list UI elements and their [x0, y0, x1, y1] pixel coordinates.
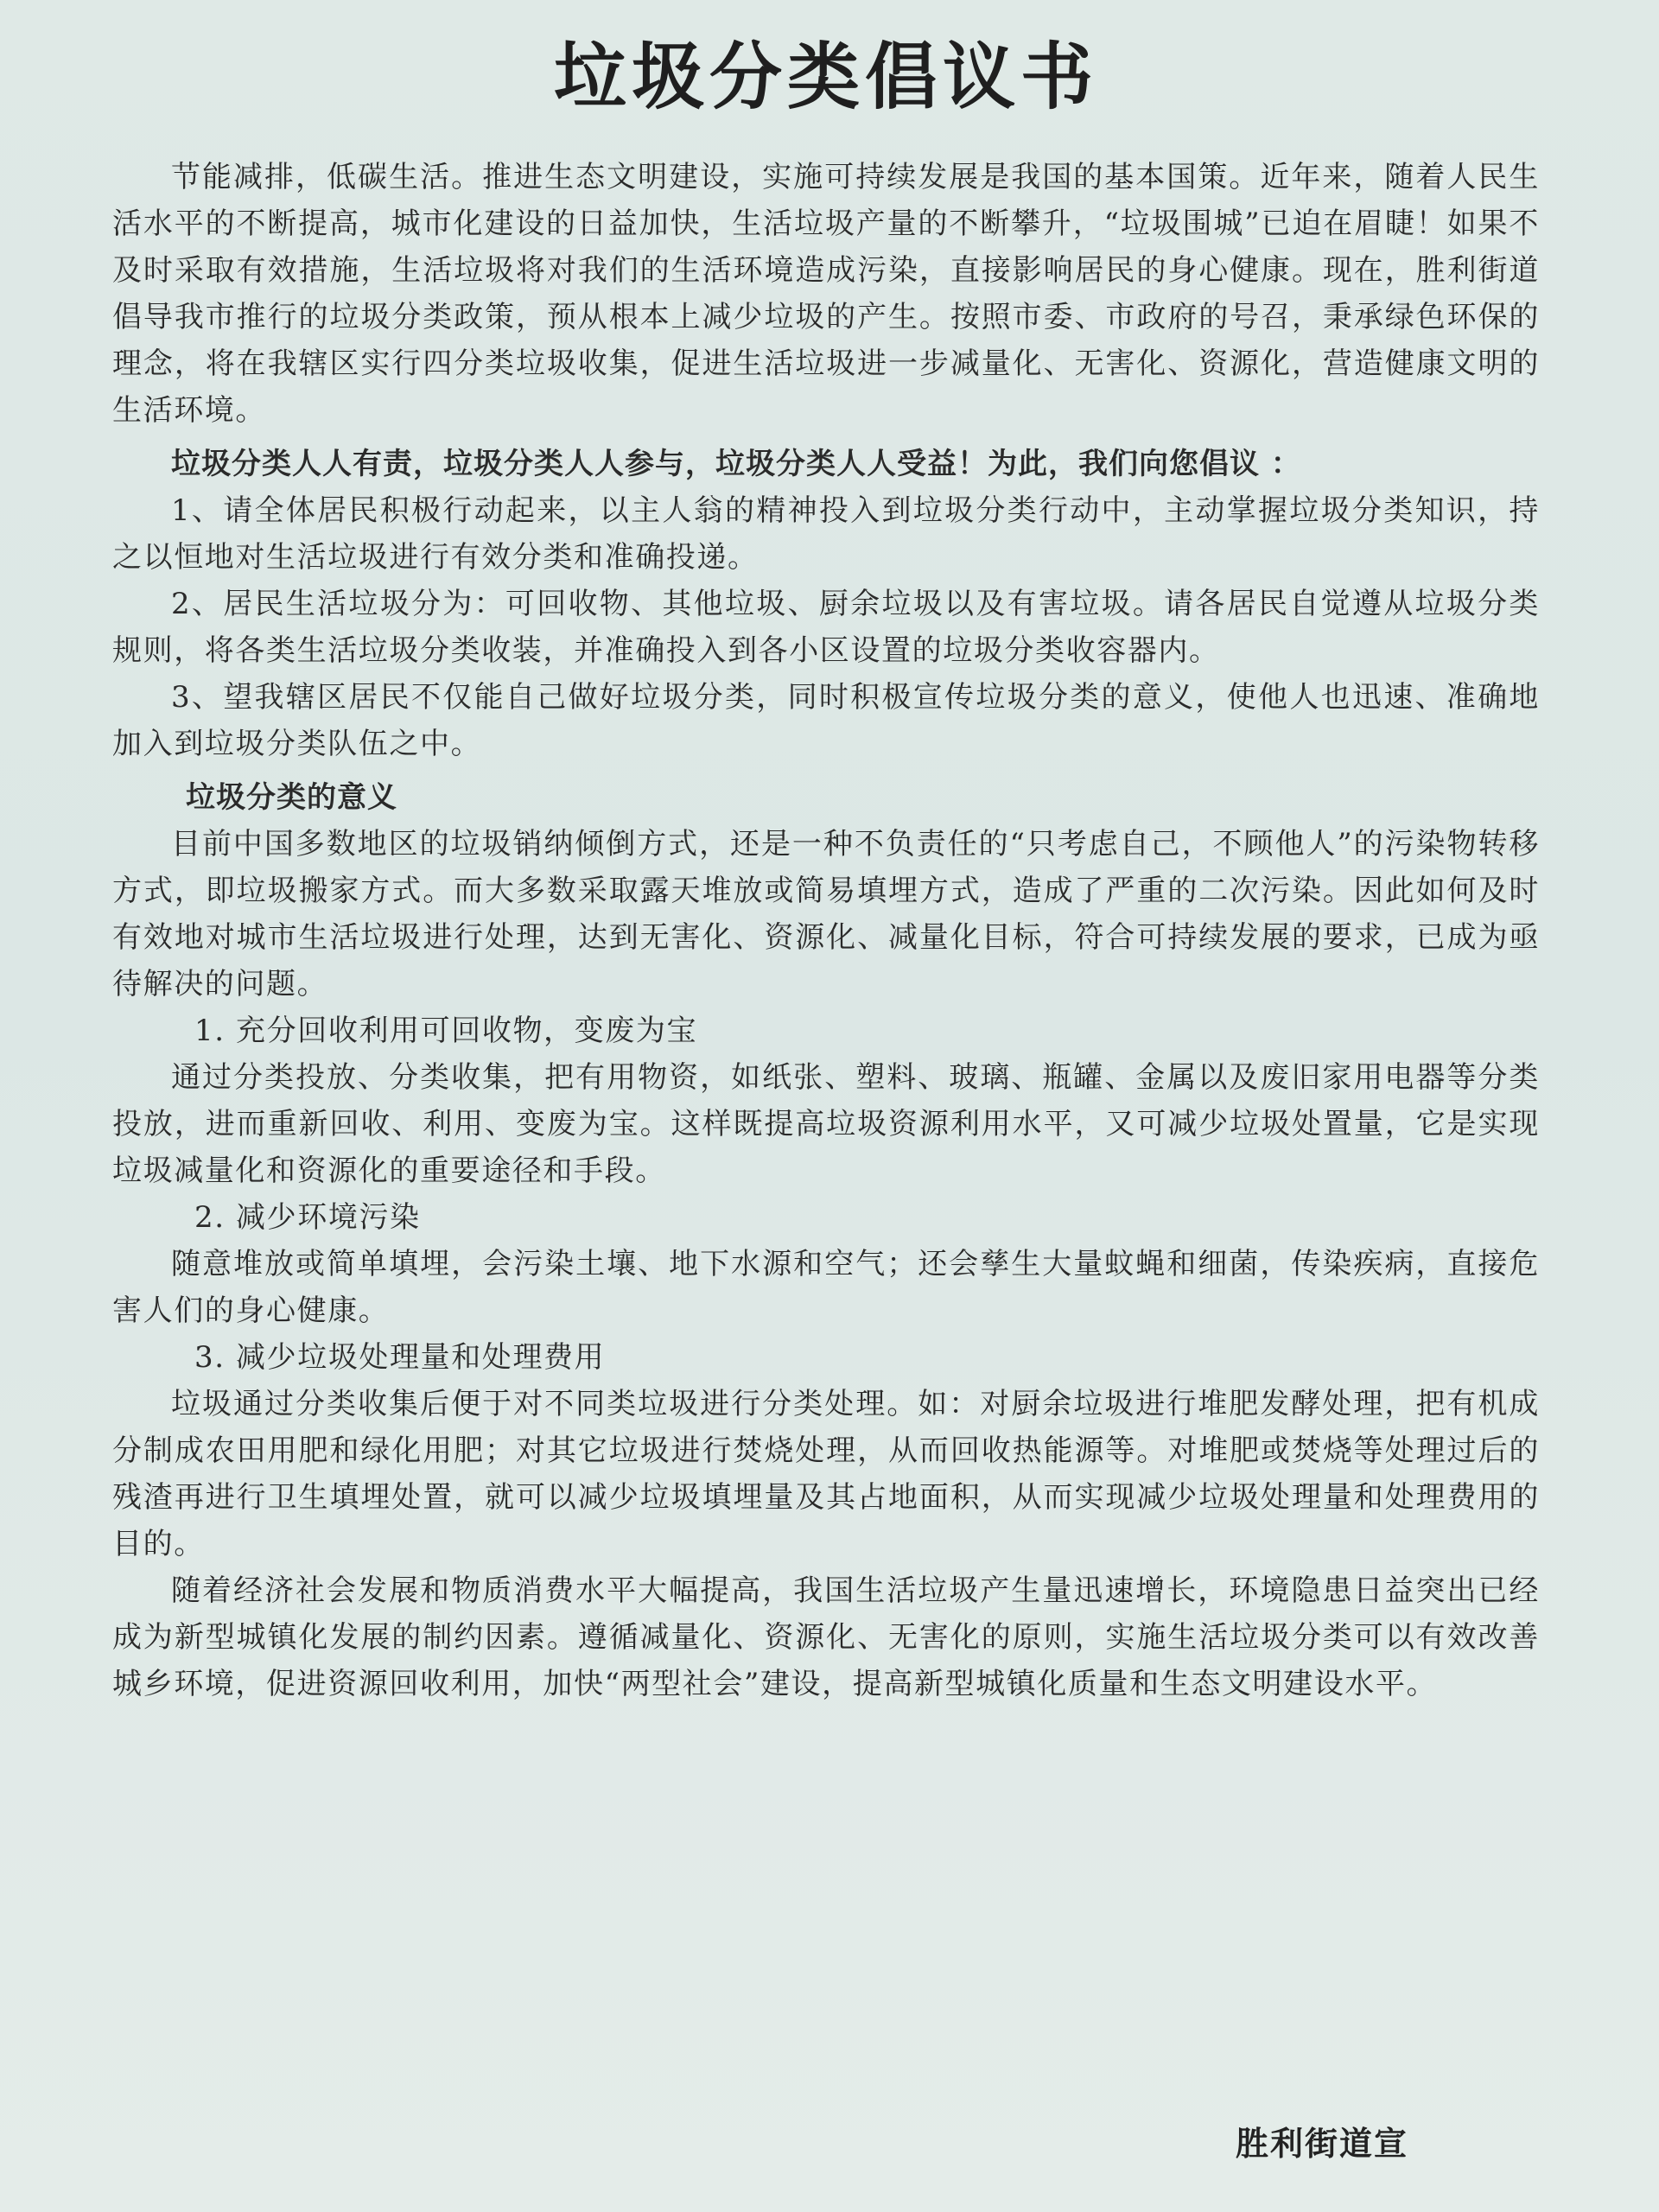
- intro-paragraph: 节能减排，低碳生活。推进生态文明建设，实施可持续发展是我国的基本国策。近年来，随着人民生活水平的不断提高，城市化建设的日益加快，生活垃圾产量的不断攀升，“垃圾围城”已迫在眉睫！如果不及时采取有效措施，生活垃圾将对我们的生活环境造成污染，直接影响居民的身心健康。现在，胜利街道倡导我市推行的垃圾分类政策，预从根本上减少垃圾的产生。按照市委、市政府的号召，秉承绿色环保的理念，将在我辖区实行四分类垃圾收集，促进生活垃圾进一步减量化、无害化、资源化，营造健康文明的生活环境。: [112, 160, 1540, 428]
- point-1-heading: 1. 充分回收利用可回收物，变废为宝: [194, 1014, 698, 1048]
- significance-intro: 目前中国多数地区的垃圾销纳倾倒方式，还是一种不负责任的“只考虑自己，不顾他人”的污染物转移方式，即垃圾搬家方式。而大多数采取露天堆放或简易填埋方式，造成了严重的二次污染。因此如何及时有效地对城市生活垃圾进行处理，达到无害化、资源化、减量化目标，符合可持续发展的要求，已成为亟待解决的问题。: [112, 827, 1540, 1001]
- point-1-body: 通过分类投放、分类收集，把有用物资，如纸张、塑料、玻璃、瓶罐、金属以及废旧家用电器等分类投放，进而重新回收、利用、变废为宝。这样既提高垃圾资源利用水平，又可减少垃圾处置量，它是实现垃圾减量化和资源化的重要途径和手段。: [112, 1060, 1540, 1188]
- significance-heading: 垃圾分类的意义: [186, 780, 397, 815]
- point-2-body: 随意堆放或简单填埋，会污染土壤、地下水源和空气；还会孳生大量蚊蝇和细菌，传染疾病，直接危害人们的身心健康。: [112, 1247, 1540, 1328]
- point-2-heading: 2. 减少环境污染: [194, 1200, 421, 1235]
- spacer: [112, 434, 1540, 441]
- proposal-2: 2、居民生活垃圾分为：可回收物、其他垃圾、厨余垃圾以及有害垃圾。请各居民自觉遵从垃圾分类规则，将各类生活垃圾分类收装，并准确投入到各小区设置的垃圾分类收容器内。: [112, 587, 1540, 668]
- proposal-3: 3、望我辖区居民不仅能自己做好垃圾分类，同时积极宣传垃圾分类的意义，使他人也迅速、准确地加入到垃圾分类队伍之中。: [112, 680, 1540, 761]
- page-title: 垃圾分类倡议书: [553, 35, 1098, 119]
- point-3-body: 垃圾通过分类收集后便于对不同类垃圾进行分类处理。如：对厨余垃圾进行堆肥发酵处理，把有机成分制成农田用肥和绿化用肥；对其它垃圾进行焚烧处理，从而回收热能源等。对堆肥或焚烧等处理过后的残渣再进行卫生填埋处置，就可以减少垃圾填埋量及其占地面积，从而实现减少垃圾处理量和处理费用的目的。: [112, 1387, 1540, 1561]
- call-to-action: 垃圾分类人人有责，垃圾分类人人参与，垃圾分类人人受益！为此，我们向您倡议 ：: [171, 447, 1301, 481]
- conclusion-paragraph: 随着经济社会发展和物质消费水平大幅提高，我国生活垃圾产生量迅速增长，环境隐患日益突出已经成为新型城镇化发展的制约因素。遵循减量化、资源化、无害化的原则，实施生活垃圾分类可以有效改善城乡环境，促进资源回收利用，加快“两型社会”建设，提高新型城镇化质量和生态文明建设水平。: [112, 1573, 1540, 1701]
- proposal-1: 1、请全体居民积极行动起来，以主人翁的精神投入到垃圾分类行动中，主动掌握垃圾分类知识，持之以恒地对生活垃圾进行有效分类和准确投递。: [112, 493, 1540, 575]
- signature: 胜利街道宣: [1235, 2125, 1408, 2163]
- point-3-heading: 3. 减少垃圾处理量和处理费用: [194, 1340, 606, 1375]
